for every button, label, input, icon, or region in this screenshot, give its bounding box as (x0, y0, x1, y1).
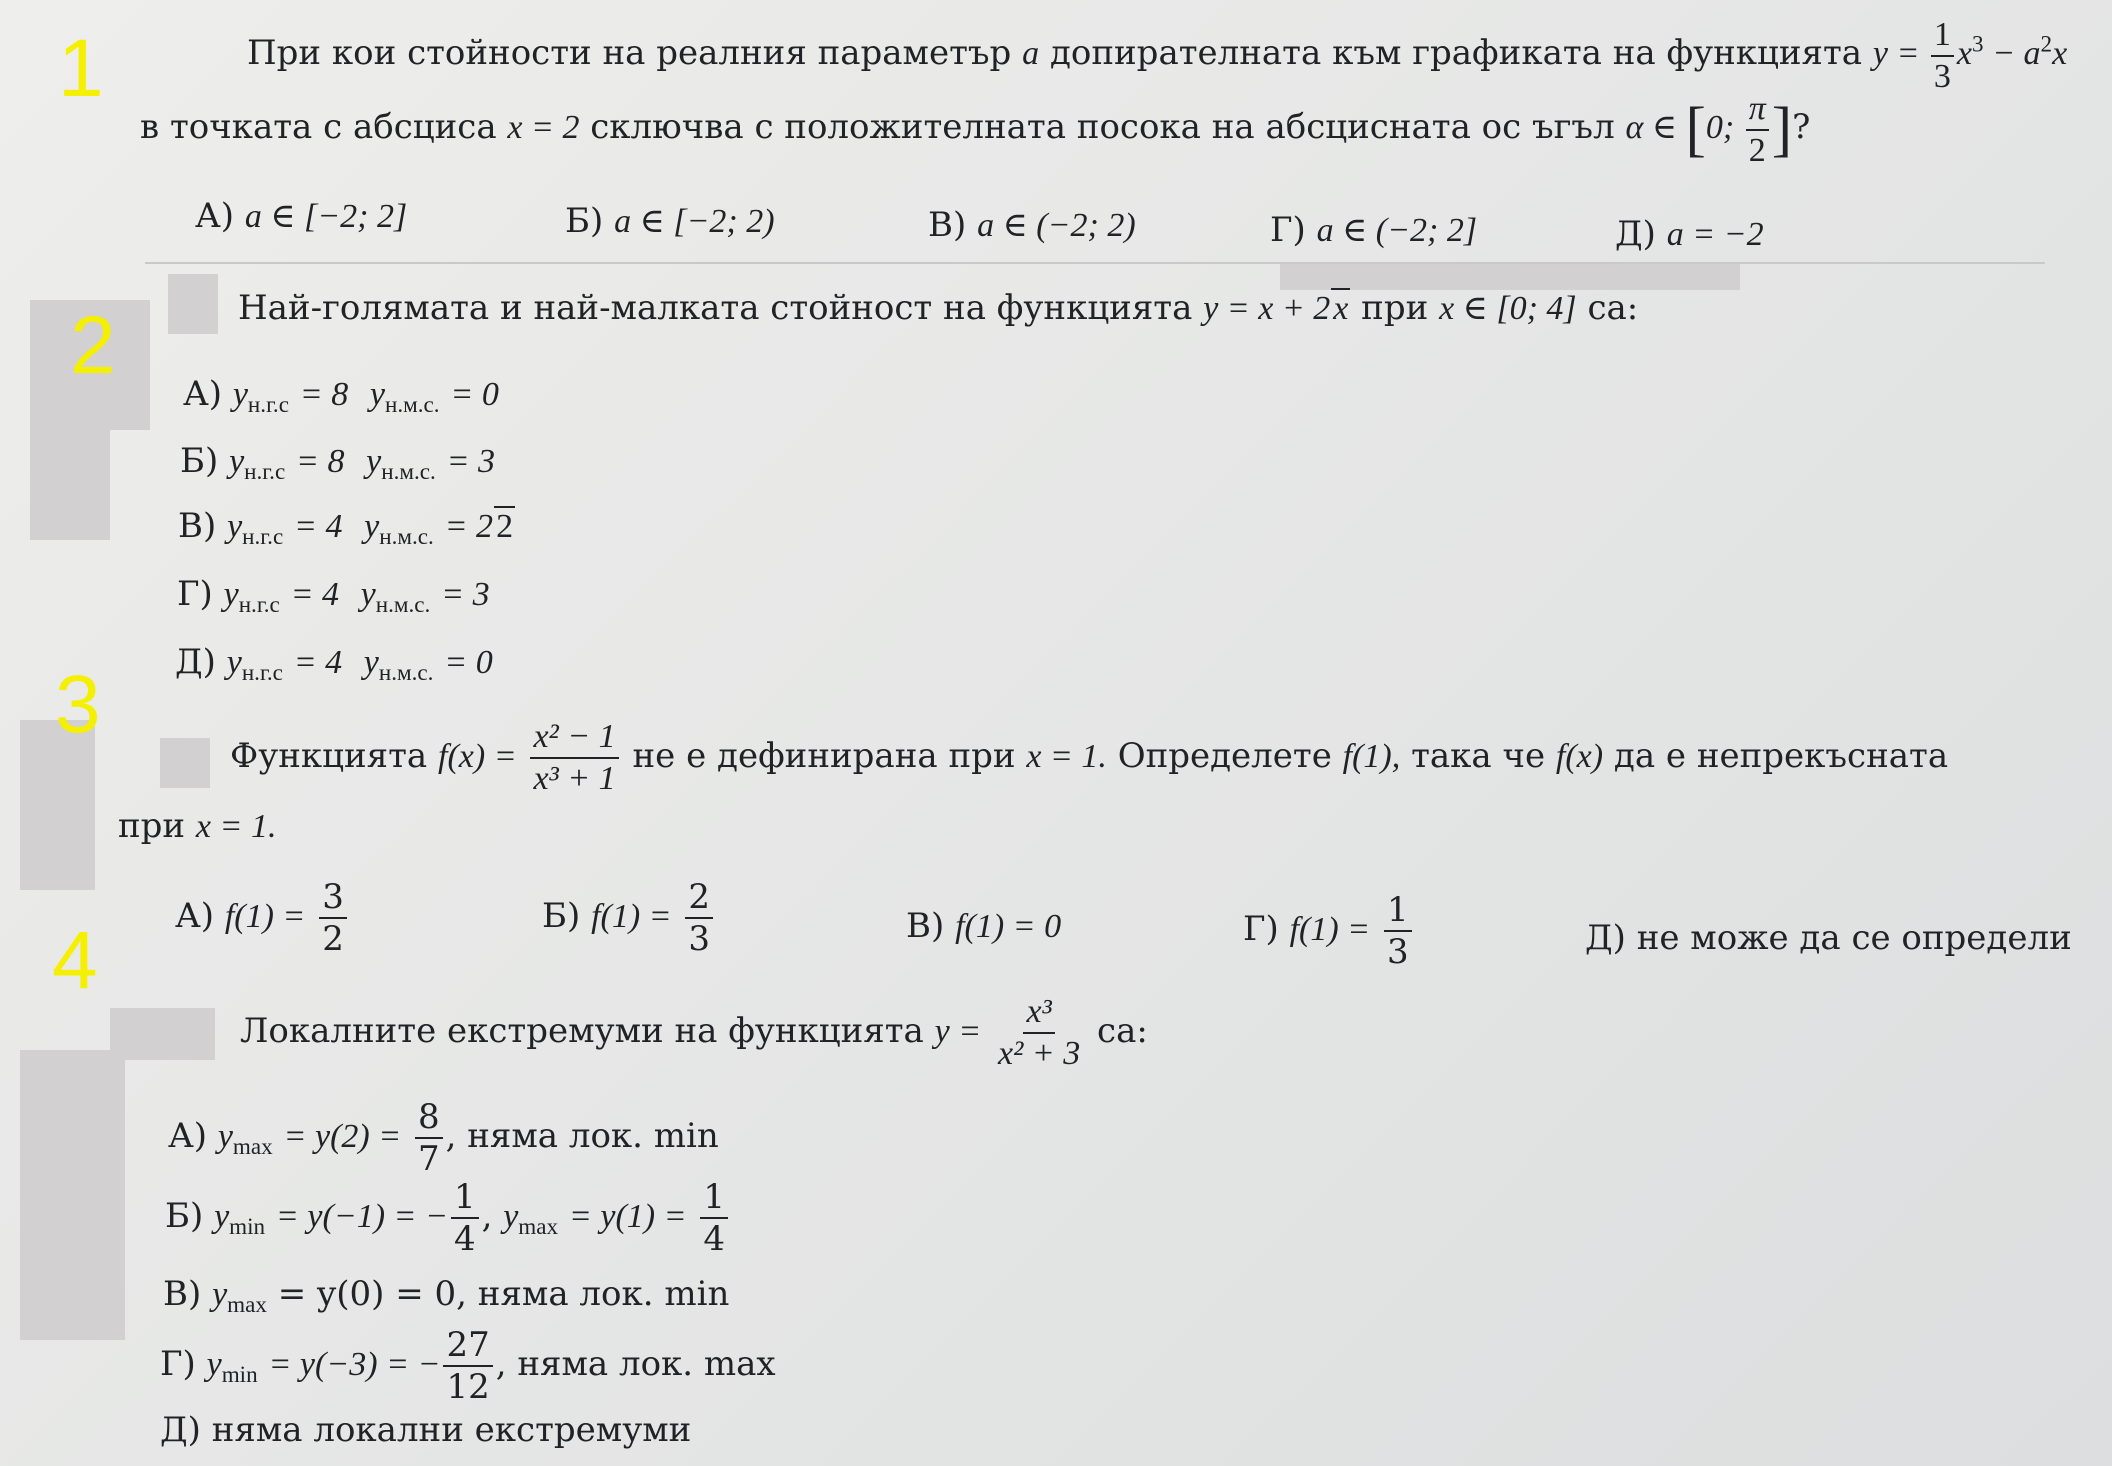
option-3b[interactable]: Б) f(1) = $\frac{2}{3}$ (542, 880, 716, 956)
function-formula: y = $\frac{1}{3}$ $x^3 - a^2x$ (1872, 16, 2068, 95)
option-2c[interactable]: В) $y_{н.г.с} = 4$ $y_{н.м.с.} = 22$ (178, 506, 514, 550)
problem-number: 4 (52, 915, 98, 1006)
problem-1-line-2: в точката с абсциса x = 2 сключва с положителната посока на абсцисната ос ъгъл α ∈ [0; $\frac{\pi}{2}$ ]? (140, 90, 1811, 169)
problem-1-line-1: При кои стойности на реалния параметър a допирателната към графиката на функцията y = $\frac{1}{3}$ $x^3 - a^2x$ (247, 16, 2068, 95)
redaction-block (30, 420, 110, 540)
option-1c[interactable]: В) a ∈ (−2; 2) (928, 205, 1136, 245)
option-1b[interactable]: Б) a ∈ [−2; 2) (565, 201, 775, 241)
option-4b[interactable]: Б) $y_{min} = y(-1)$ = − $\frac{1}{4}$ , $y_{max} = y(1)$ = $\frac{1}{4}$ (165, 1180, 731, 1256)
option-3d[interactable]: Г) f(1) = $\frac{1}{3}$ (1243, 893, 1415, 969)
option-1e[interactable]: Д) a = −2 (1615, 214, 1764, 254)
redaction-block (160, 738, 210, 788)
angle-interval: α ∈ [0; $\frac{\pi}{2}$ ] (1625, 90, 1793, 169)
option-4c[interactable]: В) $y_{max} = y(0) = 0$, няма лок. min (163, 1274, 730, 1318)
option-3e[interactable]: Д) не може да се определи (1585, 918, 2072, 958)
problem-4-statement: Локалните екстремуми на функцията y = $\frac{\text{x³}}{\text{x² + 3}}$ са: (240, 993, 1148, 1072)
problem-2-statement: Най-голямата и най-малката стойност на функцията y = x + 2x при x ∈ [0; 4] са: (238, 288, 1639, 328)
option-4e[interactable]: Д) няма локални екстремуми (160, 1410, 692, 1450)
option-2a[interactable]: А) $y_{н.г.с} = 8$ $y_{н.м.с.} = 0$ (183, 374, 499, 418)
redaction-block (168, 274, 218, 334)
option-3c[interactable]: В) f(1) = 0 (906, 906, 1062, 946)
redaction-block (1280, 262, 1740, 290)
option-3a[interactable]: А) f(1) = $\frac{3}{2}$ (175, 880, 350, 956)
problem-number: 2 (70, 300, 116, 391)
option-2b[interactable]: Б) $y_{н.г.с} = 8$ $y_{н.м.с.} = 3$ (180, 441, 496, 485)
problem-number: 3 (55, 659, 101, 750)
option-1d[interactable]: Г) a ∈ (−2; 2] (1270, 210, 1478, 250)
redaction-block (20, 1050, 125, 1340)
divider (145, 262, 2045, 264)
problem-3-line-2: при x = 1. (118, 806, 277, 846)
redaction-block (110, 1008, 215, 1060)
option-2e[interactable]: Д) $y_{н.г.с} = 4$ $y_{н.м.с.} = 0$ (175, 642, 493, 686)
option-2d[interactable]: Г) $y_{н.г.с} = 4$ $y_{н.м.с.} = 3$ (177, 574, 490, 618)
problem-3-line-1: Функцията f(x) = $\frac{\text{x² − 1}}{\text{x³ + 1}}$ не е дефинирана при x = 1. Определете f(1), така че f(x) да е непрекъсната (230, 718, 1949, 797)
option-4a[interactable]: А) $y_{max} = y(2)$ = $\frac{8}{7}$ , няма лок. min (168, 1097, 719, 1179)
option-1a[interactable]: А) a ∈ [−2; 2] (195, 196, 408, 236)
option-4d[interactable]: Г) $y_{min} = y(-3)$ = − $\frac{27}{12}$ , няма лок. max (160, 1325, 776, 1407)
problem-number: 1 (58, 23, 104, 114)
